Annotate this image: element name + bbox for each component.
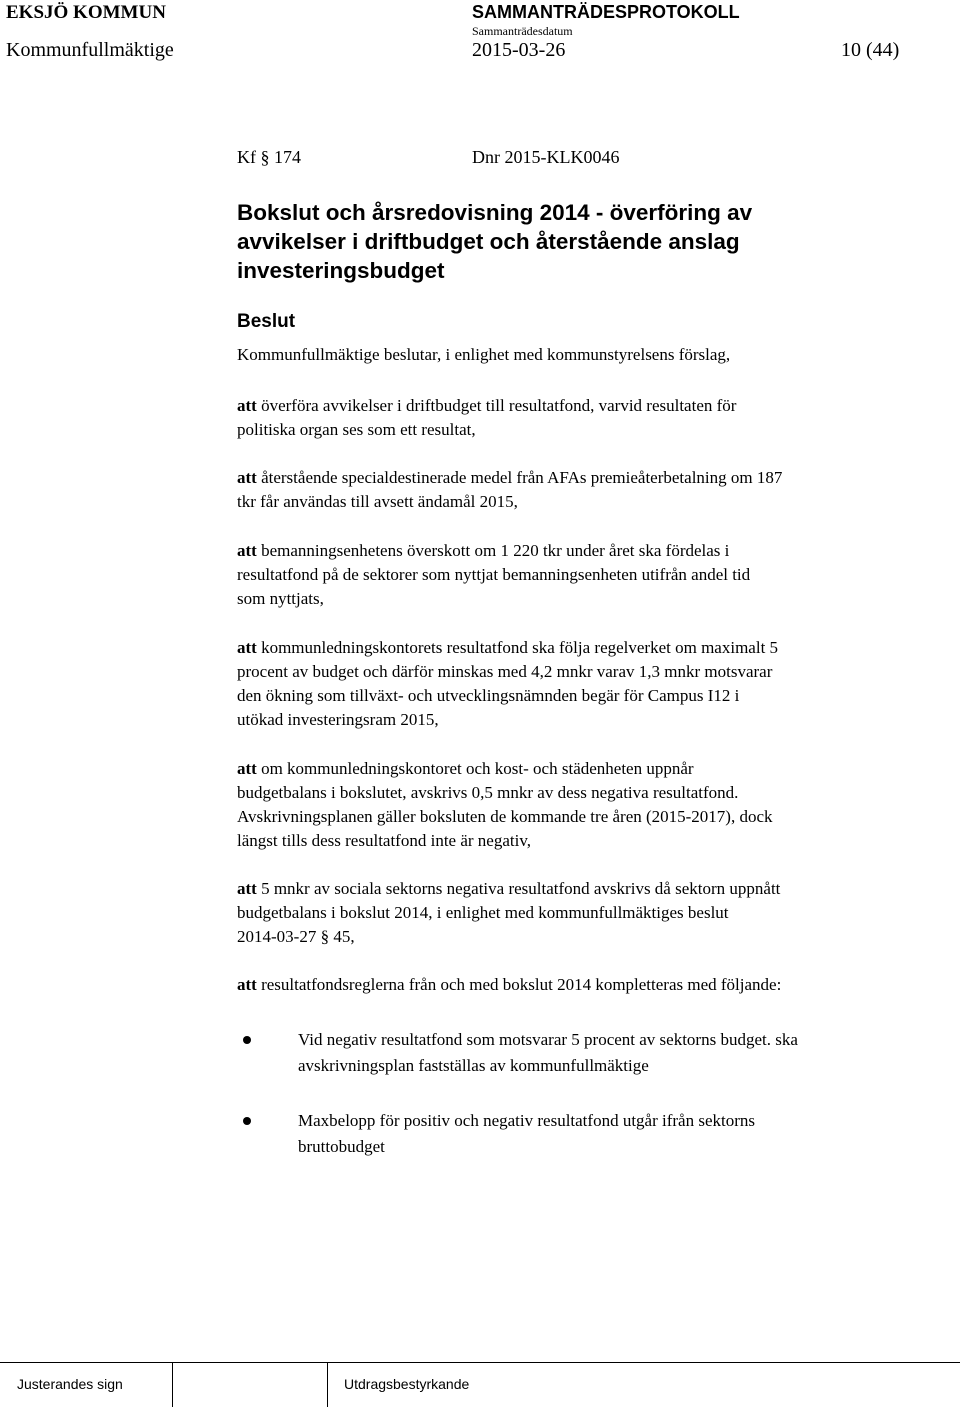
list-item-line: bruttobudget bbox=[298, 1137, 385, 1156]
certification-label: Utdragsbestyrkande bbox=[344, 1376, 470, 1392]
clause-text: 5 mnkr av sociala sektorns negativa resultatfond avskrivs då sektorn uppnått bbox=[256, 879, 781, 898]
clause-line: 2014-03-27 § 45, bbox=[237, 927, 355, 946]
list-item bbox=[298, 1027, 918, 1079]
list-item bbox=[298, 1108, 918, 1160]
clause-line: utökad investeringsram 2015, bbox=[237, 710, 439, 729]
decision-clause bbox=[237, 973, 937, 997]
title-line: Bokslut och årsredovisning 2014 - överföring av bbox=[237, 200, 753, 225]
title-line: avvikelser i driftbudget och återstående anslag bbox=[237, 229, 740, 254]
governing-body: Kommunfullmäktige bbox=[6, 39, 174, 61]
clause-line bbox=[237, 636, 937, 660]
bullet-icon bbox=[243, 1036, 251, 1044]
clause-text: bemanningsenhetens överskott om 1 220 tkr under året ska fördelas i bbox=[256, 541, 730, 560]
list-item-line: Maxbelopp för positiv och negativ resultatfond utgår ifrån sektorns bbox=[298, 1111, 755, 1130]
clause-line bbox=[237, 757, 937, 781]
att-keyword: att bbox=[237, 759, 257, 778]
clause-line bbox=[237, 466, 937, 490]
meeting-date: 2015-03-26 bbox=[472, 39, 566, 61]
decision-clause bbox=[237, 539, 937, 611]
clause-line: den ökning som tillväxt- och utvecklingsnämnden begär för Campus I12 i bbox=[237, 686, 740, 705]
clause-line: budgetbalans i bokslutet, avskrivs 0,5 mnkr av dess negativa resultatfond. bbox=[237, 783, 739, 802]
clause-line: procent av budget och därför minskas med 4,2 mnkr varav 1,3 mnkr motsvarar bbox=[237, 662, 773, 681]
clause-text: överföra avvikelser i driftbudget till resultatfond, varvid resultaten för bbox=[256, 396, 737, 415]
att-keyword: att bbox=[237, 468, 257, 487]
bullet-icon bbox=[243, 1117, 251, 1125]
municipality-name: EKSJÖ KOMMUN bbox=[6, 2, 166, 23]
case-number: Dnr 2015-KLK0046 bbox=[472, 147, 620, 167]
clause-line bbox=[237, 973, 937, 997]
title-line: investeringsbudget bbox=[237, 258, 445, 283]
page-number: 10 (44) bbox=[841, 39, 900, 61]
list-item-line: avskrivningsplan fastställas av kommunfullmäktige bbox=[298, 1056, 649, 1075]
clause-line: resultatfond på de sektorer som nyttjat bemanningsenheten utifrån andel tid bbox=[237, 565, 751, 584]
decision-clause bbox=[237, 394, 937, 442]
clause-line: tkr får användas till avsett ändamål 2015, bbox=[237, 492, 518, 511]
clause-line: Avskrivningsplanen gäller boksluten de kommande tre åren (2015-2017), dock bbox=[237, 807, 773, 826]
meeting-date-label: Sammanträdesdatum bbox=[472, 24, 573, 38]
clause-text: kommunledningskontorets resultatfond ska följa regelverket om maximalt 5 bbox=[256, 638, 779, 657]
clause-line: budgetbalans i bokslut 2014, i enlighet med kommunfullmäktiges beslut bbox=[237, 903, 729, 922]
page-title bbox=[237, 198, 937, 285]
signature-label: Justerandes sign bbox=[17, 1376, 123, 1392]
intro-text: Kommunfullmäktige beslutar, i enlighet med kommunstyrelsens förslag, bbox=[237, 345, 731, 364]
att-keyword: att bbox=[237, 541, 257, 560]
att-keyword: att bbox=[237, 638, 257, 657]
clause-line bbox=[237, 539, 937, 563]
decision-clause bbox=[237, 466, 937, 514]
decision-clause bbox=[237, 636, 937, 732]
decision-clause bbox=[237, 877, 937, 949]
clause-line: längst tills dess resultatfond inte är negativ, bbox=[237, 831, 531, 850]
decision-intro bbox=[237, 343, 937, 367]
decision-clause bbox=[237, 757, 937, 853]
clause-text: återstående specialdestinerade medel från AFAs premieåterbetalning om 187 bbox=[256, 468, 783, 487]
att-keyword: att bbox=[237, 975, 257, 994]
clause-line bbox=[237, 394, 937, 418]
att-keyword: att bbox=[237, 396, 257, 415]
clause-line: politiska organ ses som ett resultat, bbox=[237, 420, 476, 439]
clause-line: som nyttjats, bbox=[237, 589, 324, 608]
footer-cell-divider bbox=[172, 1363, 173, 1407]
clause-text: resultatfondsreglerna från och med bokslut 2014 kompletteras med följande: bbox=[256, 975, 782, 994]
clause-text: om kommunledningskontoret och kost- och städenheten uppnår bbox=[256, 759, 694, 778]
document-type: SAMMANTRÄDESPROTOKOLL bbox=[472, 2, 740, 22]
list-item-line: Vid negativ resultatfond som motsvarar 5 procent av sektorns budget. ska bbox=[298, 1030, 798, 1049]
clause-line bbox=[237, 877, 937, 901]
footer-divider bbox=[0, 1362, 960, 1363]
footer-cell-divider bbox=[327, 1363, 328, 1407]
att-keyword: att bbox=[237, 879, 257, 898]
decision-heading: Beslut bbox=[237, 311, 296, 332]
case-section: Kf § 174 bbox=[237, 147, 301, 167]
